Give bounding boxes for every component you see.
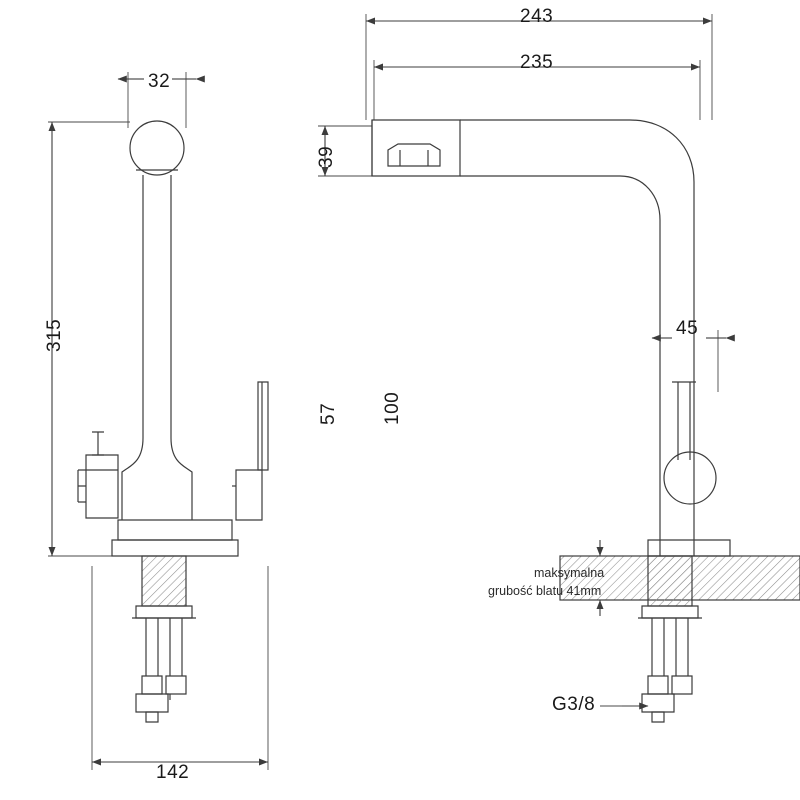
dim-reach-inner: 235: [520, 52, 554, 73]
dim-base-width: 142: [156, 762, 190, 783]
note-worktop-line1: maksymalna: [534, 566, 605, 580]
dim-thread-spec: G3/8: [552, 694, 596, 715]
dim-handle-height: 100: [382, 391, 403, 425]
dim-total-height: 315: [44, 318, 65, 352]
dim-spout-width-top: 32: [148, 71, 171, 92]
dim-body-width: 45: [676, 318, 699, 339]
dim-reach-outer: 243: [520, 6, 554, 27]
left-view-faucet: [48, 72, 268, 770]
right-view-faucet: [318, 14, 800, 722]
note-worktop-line2: grubość blatu 41mm: [488, 584, 602, 598]
dim-handle-offset: 57: [318, 402, 339, 425]
dim-spout-head-height: 39: [316, 145, 337, 168]
